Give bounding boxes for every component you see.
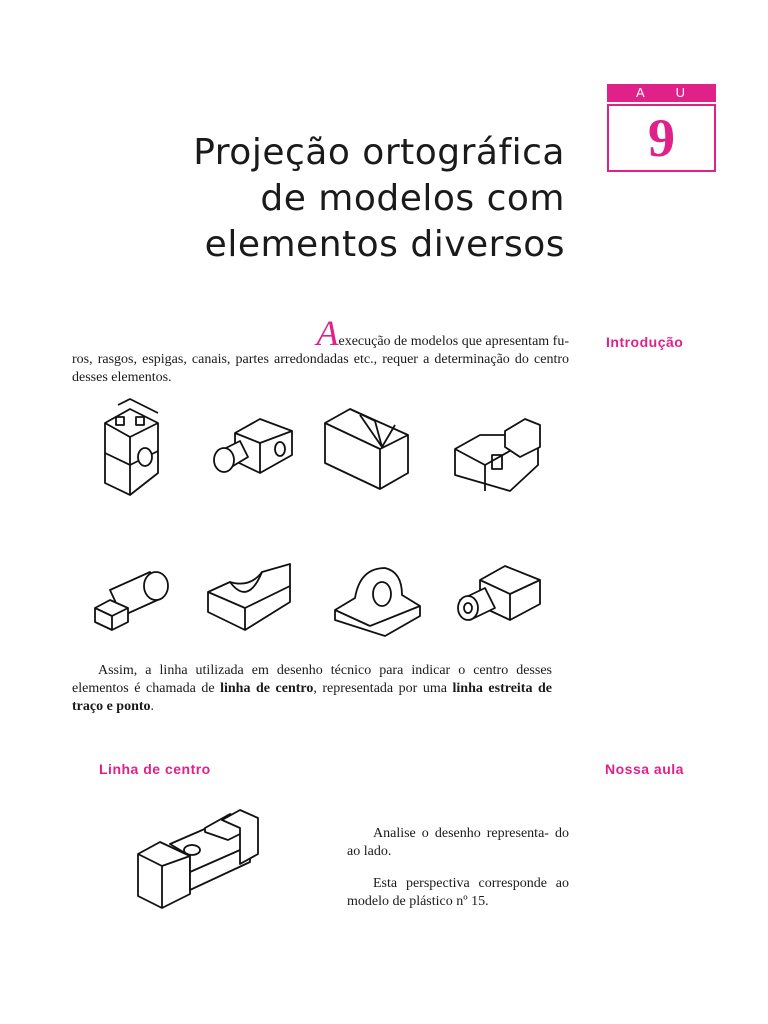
para2-part2: , representada por uma [313, 681, 453, 696]
model-slotted-block [105, 399, 158, 495]
lesson-label: A U L A [607, 84, 716, 102]
title-line-2: de modelos com [260, 178, 565, 219]
analise-text [347, 825, 569, 911]
lesson-number: 9 [607, 104, 716, 172]
intro-first-line: execução de modelos que apresentam fu- [338, 334, 569, 349]
model-plastic-15 [130, 800, 290, 920]
title-line-1: Projeção ortográfica [193, 132, 565, 173]
drop-cap: A [316, 313, 339, 353]
title-line-3: elementos diversos [204, 224, 565, 265]
model-tube-block [458, 566, 540, 620]
sidebar-introducao: Introdução [606, 334, 684, 350]
page-title [85, 130, 565, 268]
model-notched-block [455, 419, 540, 491]
para2-bold2: linha estreita de traço e ponto [72, 681, 552, 714]
figures-bottom-row [70, 550, 570, 640]
paragraph-linha-centro [72, 662, 552, 716]
analise-p2: Esta perspectiva corresponde ao modelo de plástico nº 15. [347, 876, 569, 909]
para2-part3: . [150, 699, 155, 714]
model-round-peg-block [214, 419, 292, 473]
intro-rest: ros, rasgos, espigas, canais, partes arredondadas etc., requer a determinação do centro desses elementos. [72, 352, 569, 385]
para2-bold1: linha de centro [220, 681, 314, 696]
figures-top-row [70, 395, 570, 515]
intro-paragraph [72, 313, 569, 387]
analise-p1: Analise o desenho representa- do ao lado. [347, 826, 569, 859]
section-heading: Linha de centro [99, 761, 211, 777]
lesson-badge [607, 84, 716, 172]
sidebar-nossa-aula: Nossa aula [605, 761, 684, 777]
model-cradle-block [208, 564, 290, 630]
model-v-groove-block [325, 409, 408, 489]
para2-part1: Assim, a linha utilizada em desenho técnico para indicar o centro desses elementos é chamada de [72, 663, 552, 696]
model-bearing-support [335, 568, 420, 636]
model-stepped-shaft [95, 572, 168, 630]
